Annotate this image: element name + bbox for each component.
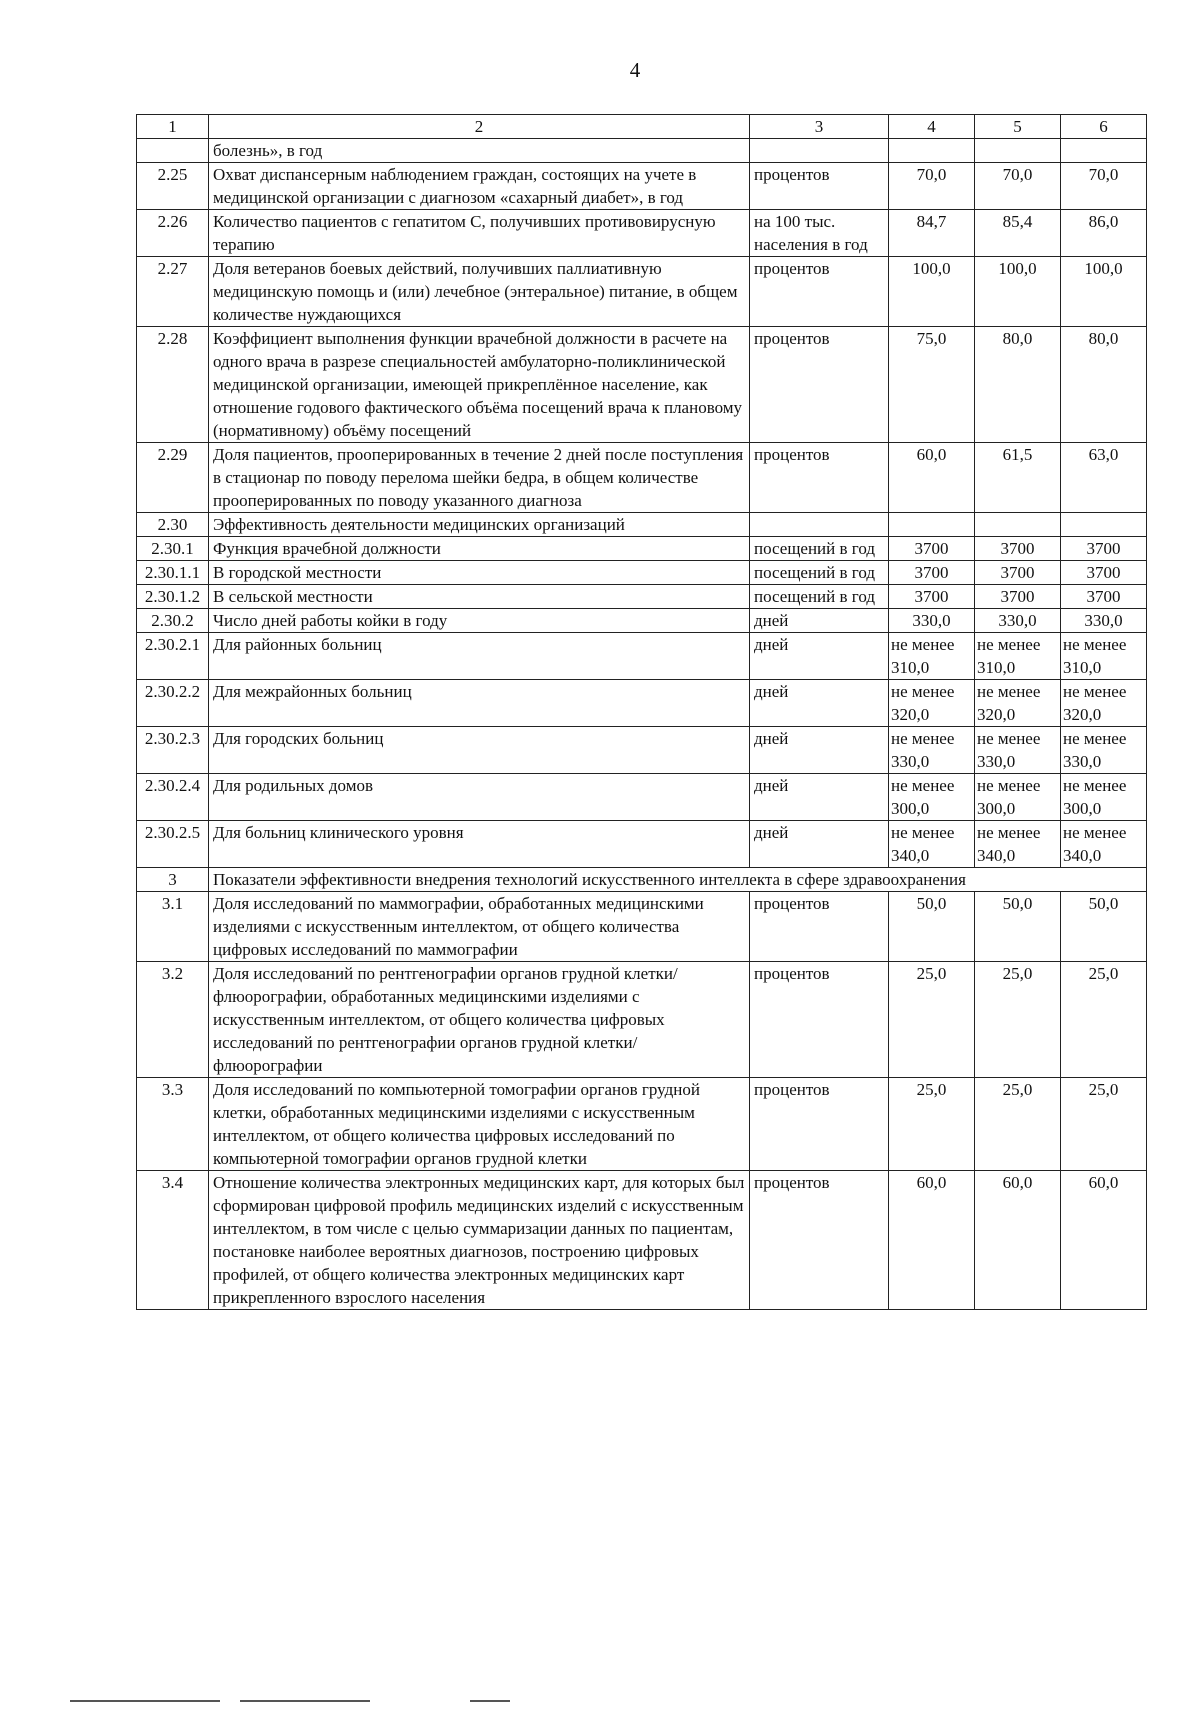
- value-col5: 3700: [975, 561, 1061, 585]
- indicator-name: В сельской местности: [209, 585, 750, 609]
- table-row: [137, 139, 1147, 163]
- unit: процентов: [750, 443, 889, 513]
- unit: дней: [750, 609, 889, 633]
- value-col6: 3700: [1061, 537, 1147, 561]
- indicator-name: Доля исследований по компьютерной томографии органов грудной клетки, обработанных медицинскими изделиями с искусственным интеллектом, от общего количества цифровых исследований по компьютерной томографии органов грудной клетки: [209, 1078, 750, 1171]
- indicator-name: Функция врачебной должности: [209, 537, 750, 561]
- value-col6: 63,0: [1061, 443, 1147, 513]
- table-row: [137, 257, 1147, 327]
- row-number: [137, 139, 209, 163]
- table-row: [137, 513, 1147, 537]
- value-col6: 330,0: [1061, 609, 1147, 633]
- row-number: 2.27: [137, 257, 209, 327]
- table-row: [137, 892, 1147, 962]
- table-row: [137, 585, 1147, 609]
- unit: процентов: [750, 892, 889, 962]
- table-row: [137, 327, 1147, 443]
- value-col4: [889, 513, 975, 537]
- indicator-name: Коэффициент выполнения функции врачебной должности в расчете на одного врача в разрезе специальностей амбулаторно-поликлинической медицинской организации, имеющей прикреплённое население, как отношение годового фактического объёма посещений врача к плановому (нормативному) объёму посещений: [209, 327, 750, 443]
- unit: дней: [750, 774, 889, 821]
- table-header-row: [137, 115, 1147, 139]
- value-col4: 60,0: [889, 443, 975, 513]
- unit: посещений в год: [750, 585, 889, 609]
- unit: процентов: [750, 1171, 889, 1310]
- value-col5: [975, 139, 1061, 163]
- row-number: 3.2: [137, 962, 209, 1078]
- value-col6: 60,0: [1061, 1171, 1147, 1310]
- indicator-name: болезнь», в год: [209, 139, 750, 163]
- value-col4: не менее 340,0: [889, 821, 975, 868]
- value-col4: [889, 139, 975, 163]
- table-row: [137, 962, 1147, 1078]
- column-header: 5: [975, 115, 1061, 139]
- value-col6: не менее 310,0: [1061, 633, 1147, 680]
- indicator-name: Для межрайонных больниц: [209, 680, 750, 727]
- value-col6: 80,0: [1061, 327, 1147, 443]
- value-col5: 25,0: [975, 1078, 1061, 1171]
- row-number: 2.29: [137, 443, 209, 513]
- unit: дней: [750, 633, 889, 680]
- value-col5: не менее 320,0: [975, 680, 1061, 727]
- indicator-name: Для родильных домов: [209, 774, 750, 821]
- unit: процентов: [750, 1078, 889, 1171]
- scan-artifact-marks: [70, 1700, 1130, 1703]
- unit: дней: [750, 821, 889, 868]
- value-col4: не менее 310,0: [889, 633, 975, 680]
- indicator-name: Охват диспансерным наблюдением граждан, состоящих на учете в медицинской организации с диагнозом «сахарный диабет», в год: [209, 163, 750, 210]
- value-col5: 61,5: [975, 443, 1061, 513]
- row-number: 3.3: [137, 1078, 209, 1171]
- row-number: 2.30.2.4: [137, 774, 209, 821]
- value-col5: 25,0: [975, 962, 1061, 1078]
- value-col6: не менее 320,0: [1061, 680, 1147, 727]
- row-number: 2.30.1: [137, 537, 209, 561]
- row-number: 2.30.2.3: [137, 727, 209, 774]
- value-col4: 3700: [889, 537, 975, 561]
- value-col4: 100,0: [889, 257, 975, 327]
- table-row: [137, 774, 1147, 821]
- unit: дней: [750, 727, 889, 774]
- indicator-name: Для районных больниц: [209, 633, 750, 680]
- table-row: [137, 1171, 1147, 1310]
- unit: процентов: [750, 327, 889, 443]
- value-col5: не менее 300,0: [975, 774, 1061, 821]
- value-col4: не менее 330,0: [889, 727, 975, 774]
- value-col5: 50,0: [975, 892, 1061, 962]
- section-title: Показатели эффективности внедрения технологий искусственного интеллекта в сфере здравоохранения: [209, 868, 1147, 892]
- row-number: 2.28: [137, 327, 209, 443]
- value-col5: не менее 340,0: [975, 821, 1061, 868]
- unit: [750, 513, 889, 537]
- row-number: 3.4: [137, 1171, 209, 1310]
- unit: процентов: [750, 962, 889, 1078]
- indicator-name: В городской местности: [209, 561, 750, 585]
- value-col6: [1061, 513, 1147, 537]
- value-col6: 25,0: [1061, 962, 1147, 1078]
- indicator-name: Количество пациентов с гепатитом С, получивших противовирусную терапию: [209, 210, 750, 257]
- value-col4: 60,0: [889, 1171, 975, 1310]
- row-number: 2.26: [137, 210, 209, 257]
- value-col6: 70,0: [1061, 163, 1147, 210]
- indicator-name: Доля пациентов, прооперированных в течение 2 дней после поступления в стационар по поводу перелома шейки бедра, в общем количестве прооперированных по поводу указанного диагноза: [209, 443, 750, 513]
- value-col4: не менее 300,0: [889, 774, 975, 821]
- column-header: 2: [209, 115, 750, 139]
- column-header: 6: [1061, 115, 1147, 139]
- table-row: [137, 609, 1147, 633]
- value-col4: не менее 320,0: [889, 680, 975, 727]
- value-col4: 75,0: [889, 327, 975, 443]
- row-number: 2.30.1.1: [137, 561, 209, 585]
- row-number: 3.1: [137, 892, 209, 962]
- row-number: 2.25: [137, 163, 209, 210]
- unit: посещений в год: [750, 561, 889, 585]
- page-number: 4: [629, 58, 641, 82]
- value-col4: 25,0: [889, 1078, 975, 1171]
- value-col5: 80,0: [975, 327, 1061, 443]
- column-header: 1: [137, 115, 209, 139]
- row-number: 2.30.2.2: [137, 680, 209, 727]
- table-row: [137, 727, 1147, 774]
- table-row: [137, 163, 1147, 210]
- value-col4: 3700: [889, 561, 975, 585]
- table-row: [137, 561, 1147, 585]
- table-row: [137, 537, 1147, 561]
- row-number: 2.30: [137, 513, 209, 537]
- indicator-name: Доля исследований по маммографии, обработанных медицинскими изделиями с искусственным интеллектом, от общего количества цифровых исследований по маммографии: [209, 892, 750, 962]
- table-row: [137, 821, 1147, 868]
- value-col6: не менее 330,0: [1061, 727, 1147, 774]
- indicator-name: Доля исследований по рентгенографии органов грудной клетки/флюорографии, обработанных медицинскими изделиями с искусственным интеллектом, от общего количества цифровых исследований по рентгенографии органов грудной клетки/флюорографии: [209, 962, 750, 1078]
- unit: посещений в год: [750, 537, 889, 561]
- value-col4: 330,0: [889, 609, 975, 633]
- value-col5: 85,4: [975, 210, 1061, 257]
- indicator-name: Число дней работы койки в году: [209, 609, 750, 633]
- row-number: 2.30.2.5: [137, 821, 209, 868]
- unit: [750, 139, 889, 163]
- section-heading-row: [137, 868, 1147, 892]
- value-col5: 3700: [975, 585, 1061, 609]
- value-col5: [975, 513, 1061, 537]
- section-number: 3: [137, 868, 209, 892]
- value-col5: 70,0: [975, 163, 1061, 210]
- value-col6: 100,0: [1061, 257, 1147, 327]
- value-col5: не менее 330,0: [975, 727, 1061, 774]
- indicators-table: [136, 114, 1147, 1310]
- unit: дней: [750, 680, 889, 727]
- indicator-name: Отношение количества электронных медицинских карт, для которых был сформирован цифровой профиль медицинских изделий с искусственным интеллектом, в том числе с целью суммаризации данных по пациентам, постановке наиболее вероятных диагнозов, построению цифровых профилей, от общего количества электронных медицинских карт прикрепленного взрослого населения: [209, 1171, 750, 1310]
- column-header: 4: [889, 115, 975, 139]
- table-row: [137, 210, 1147, 257]
- table-row: [137, 1078, 1147, 1171]
- value-col6: [1061, 139, 1147, 163]
- value-col5: 330,0: [975, 609, 1061, 633]
- value-col4: 70,0: [889, 163, 975, 210]
- value-col6: 50,0: [1061, 892, 1147, 962]
- value-col5: не менее 310,0: [975, 633, 1061, 680]
- row-number: 2.30.1.2: [137, 585, 209, 609]
- value-col4: 3700: [889, 585, 975, 609]
- value-col6: 3700: [1061, 561, 1147, 585]
- unit: процентов: [750, 163, 889, 210]
- unit: на 100 тыс. населения в год: [750, 210, 889, 257]
- value-col5: 100,0: [975, 257, 1061, 327]
- indicator-name: Доля ветеранов боевых действий, получивших паллиативную медицинскую помощь и (или) лечебное (энтеральное) питание, в общем количестве нуждающихся: [209, 257, 750, 327]
- value-col4: 50,0: [889, 892, 975, 962]
- row-number: 2.30.2.1: [137, 633, 209, 680]
- value-col6: 86,0: [1061, 210, 1147, 257]
- value-col4: 25,0: [889, 962, 975, 1078]
- table-row: [137, 680, 1147, 727]
- value-col6: 25,0: [1061, 1078, 1147, 1171]
- value-col4: 84,7: [889, 210, 975, 257]
- indicator-name: Для городских больниц: [209, 727, 750, 774]
- unit: процентов: [750, 257, 889, 327]
- table-row: [137, 443, 1147, 513]
- indicator-name: Для больниц клинического уровня: [209, 821, 750, 868]
- table-row: [137, 633, 1147, 680]
- value-col5: 60,0: [975, 1171, 1061, 1310]
- value-col6: 3700: [1061, 585, 1147, 609]
- value-col6: не менее 340,0: [1061, 821, 1147, 868]
- column-header: 3: [750, 115, 889, 139]
- indicator-name: Эффективность деятельности медицинских организаций: [209, 513, 750, 537]
- row-number: 2.30.2: [137, 609, 209, 633]
- value-col5: 3700: [975, 537, 1061, 561]
- value-col6: не менее 300,0: [1061, 774, 1147, 821]
